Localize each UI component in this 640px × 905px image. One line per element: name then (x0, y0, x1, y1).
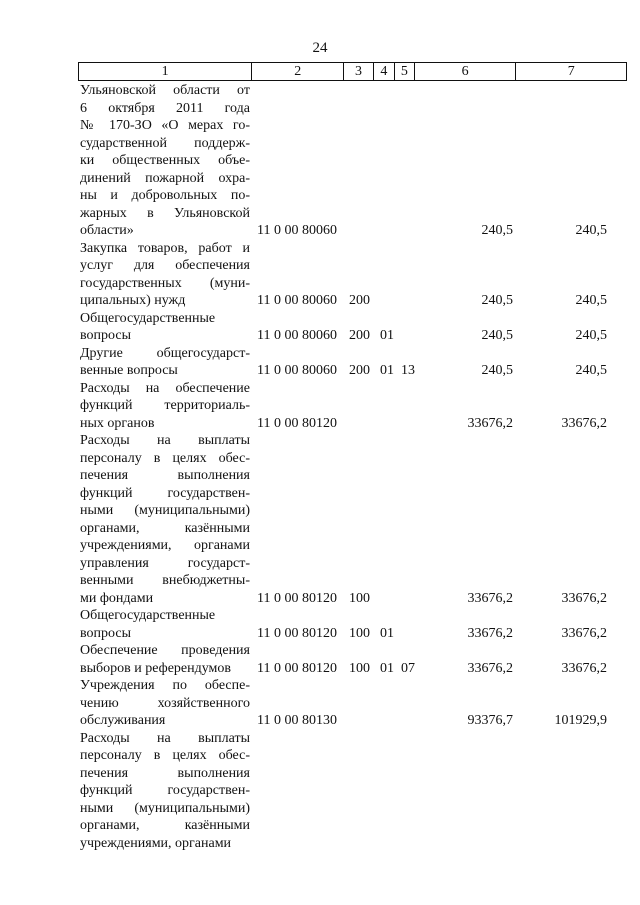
cell-sum2: 33676,2 (561, 660, 607, 676)
cell-sum2: 240,5 (575, 363, 607, 378)
row-name-line: услуг для обеспечения (80, 258, 250, 273)
cell-sum1: 240,5 (481, 293, 513, 308)
cell-sum2: 240,5 (575, 293, 607, 308)
row-name-line: чению хозяйственного (80, 695, 250, 711)
row-name-line: персоналу в целях обес- (80, 450, 250, 466)
cell-sum1: 240,5 (481, 363, 513, 378)
cell-sum1: 33676,2 (467, 660, 513, 676)
cell-code: 11 0 00 80120 (257, 660, 337, 676)
row-name-line: венными внебюджетны- (80, 573, 250, 588)
cell-code: 11 0 00 80120 (257, 590, 337, 606)
table-row (0, 345, 640, 380)
cell-rz: 01 (380, 363, 394, 378)
table-row (0, 310, 640, 345)
row-name (80, 607, 250, 642)
row-name-line: ными (муниципальными) (80, 503, 250, 518)
row-name-line: органами, казёнными (80, 818, 250, 833)
row-name-line: ных органов (80, 415, 155, 431)
row-name-line: органами, казёнными (80, 520, 250, 536)
row-name-line: печения выполнения (80, 765, 250, 781)
row-name-line: государственных (муни- (80, 275, 250, 291)
row-name (80, 677, 250, 730)
row-name (80, 345, 250, 380)
header-col-7: 7 (567, 64, 575, 79)
row-name-line: обслуживания (80, 713, 166, 728)
row-name-line: Расходы на выплаты (80, 730, 250, 746)
row-name-line: выборов и референдумов (80, 660, 232, 676)
row-name-line: динений пожарной охра- (80, 170, 250, 186)
cell-sum1: 240,5 (481, 223, 513, 238)
cell-rz: 01 (380, 625, 394, 641)
cell-code: 11 0 00 80060 (257, 223, 337, 238)
cell-sum2: 33676,2 (561, 415, 607, 431)
table-body (0, 82, 640, 852)
cell-vr: 100 (349, 625, 370, 641)
cell-sum2: 240,5 (575, 223, 607, 238)
row-name-line: ки общественных объе- (80, 153, 250, 168)
row-name-line: Общегосударственные (80, 310, 216, 326)
table-row (0, 730, 640, 853)
table-row (0, 240, 640, 310)
row-name-line: функций государствен- (80, 783, 250, 798)
cell-rz: 01 (380, 660, 394, 676)
row-name-line: ными (муниципальными) (80, 800, 250, 816)
row-name (80, 310, 250, 345)
row-name-line: ципальных) нужд (80, 293, 186, 308)
row-name-line: сударственной поддерж- (80, 135, 250, 151)
cell-sum1: 33676,2 (467, 590, 513, 606)
cell-code: 11 0 00 80060 (257, 328, 337, 343)
header-col-5: 5 (395, 63, 415, 80)
row-name-line: персоналу в целях обес- (80, 748, 250, 763)
row-name-line: вопросы (80, 328, 131, 343)
row-name-line: Расходы на обеспечение (80, 380, 250, 396)
row-name-line: 6 октября 2011 года (80, 100, 250, 116)
row-name-line: учреждениями, органами (80, 538, 250, 553)
cell-sum2: 33676,2 (561, 590, 607, 606)
cell-vr: 100 (349, 590, 370, 606)
table-row (0, 607, 640, 642)
cell-sum2: 33676,2 (561, 625, 607, 641)
cell-code: 11 0 00 80120 (257, 415, 337, 431)
row-name-line: венные вопросы (80, 363, 178, 378)
cell-sum1: 240,5 (481, 328, 513, 343)
header-col-3: 3 (344, 63, 374, 80)
row-name (80, 82, 250, 240)
row-name-line: Ульяновской области от (80, 83, 250, 98)
table-row (0, 642, 640, 677)
header-col-4: 4 (374, 63, 395, 80)
row-name-line: печения выполнения (80, 468, 250, 483)
cell-code: 11 0 00 80060 (257, 293, 337, 308)
row-name-line: области» (80, 223, 134, 238)
row-name-line: учреждениями, органами (80, 835, 232, 851)
cell-vr: 200 (349, 363, 370, 378)
row-name-line: № 170-ЗО «О мерах го- (80, 118, 250, 133)
cell-pr: 07 (401, 660, 415, 676)
row-name-line: Другие общегосударст- (80, 345, 250, 361)
table-header (78, 62, 627, 81)
cell-sum1: 93376,7 (467, 713, 513, 728)
row-name (80, 240, 250, 310)
row-name-line: вопросы (80, 625, 131, 641)
row-name (80, 730, 250, 853)
row-name-line: функций государствен- (80, 485, 250, 501)
row-name-line: Учреждения по обеспе- (80, 678, 250, 693)
table-row (0, 82, 640, 240)
table-row (0, 432, 640, 607)
cell-vr: 100 (349, 660, 370, 676)
header-col-1: 1 (79, 63, 252, 80)
cell-code: 11 0 00 80060 (257, 363, 337, 378)
cell-sum2: 240,5 (575, 328, 607, 343)
header-col-2: 2 (252, 63, 344, 80)
cell-rz: 01 (380, 328, 394, 343)
table-row (0, 380, 640, 433)
row-name-line: Обеспечение проведения (80, 643, 250, 658)
header-col-6: 6 (415, 63, 517, 80)
row-name-line: управления государст- (80, 555, 250, 571)
row-name-line: Закупка товаров, работ и (80, 240, 250, 256)
row-name (80, 432, 250, 607)
row-name-line: ми фондами (80, 590, 154, 606)
row-name-line: Общегосударственные (80, 608, 216, 623)
row-name (80, 642, 250, 677)
cell-sum1: 33676,2 (467, 415, 513, 431)
cell-sum2: 101929,9 (554, 713, 607, 728)
cell-vr: 200 (349, 293, 370, 308)
cell-code: 11 0 00 80130 (257, 713, 337, 728)
cell-sum1: 33676,2 (467, 625, 513, 641)
page-number: 24 (312, 40, 328, 56)
cell-vr: 200 (349, 328, 370, 343)
row-name-line: ны и добровольных по- (80, 188, 250, 203)
cell-code: 11 0 00 80120 (257, 625, 337, 641)
row-name-line: жарных в Ульяновской (80, 205, 250, 221)
table-row (0, 677, 640, 730)
row-name-line: функций территориаль- (80, 398, 250, 413)
row-name-line: Расходы на выплаты (80, 433, 250, 448)
row-name (80, 380, 250, 433)
cell-pr: 13 (401, 363, 415, 378)
